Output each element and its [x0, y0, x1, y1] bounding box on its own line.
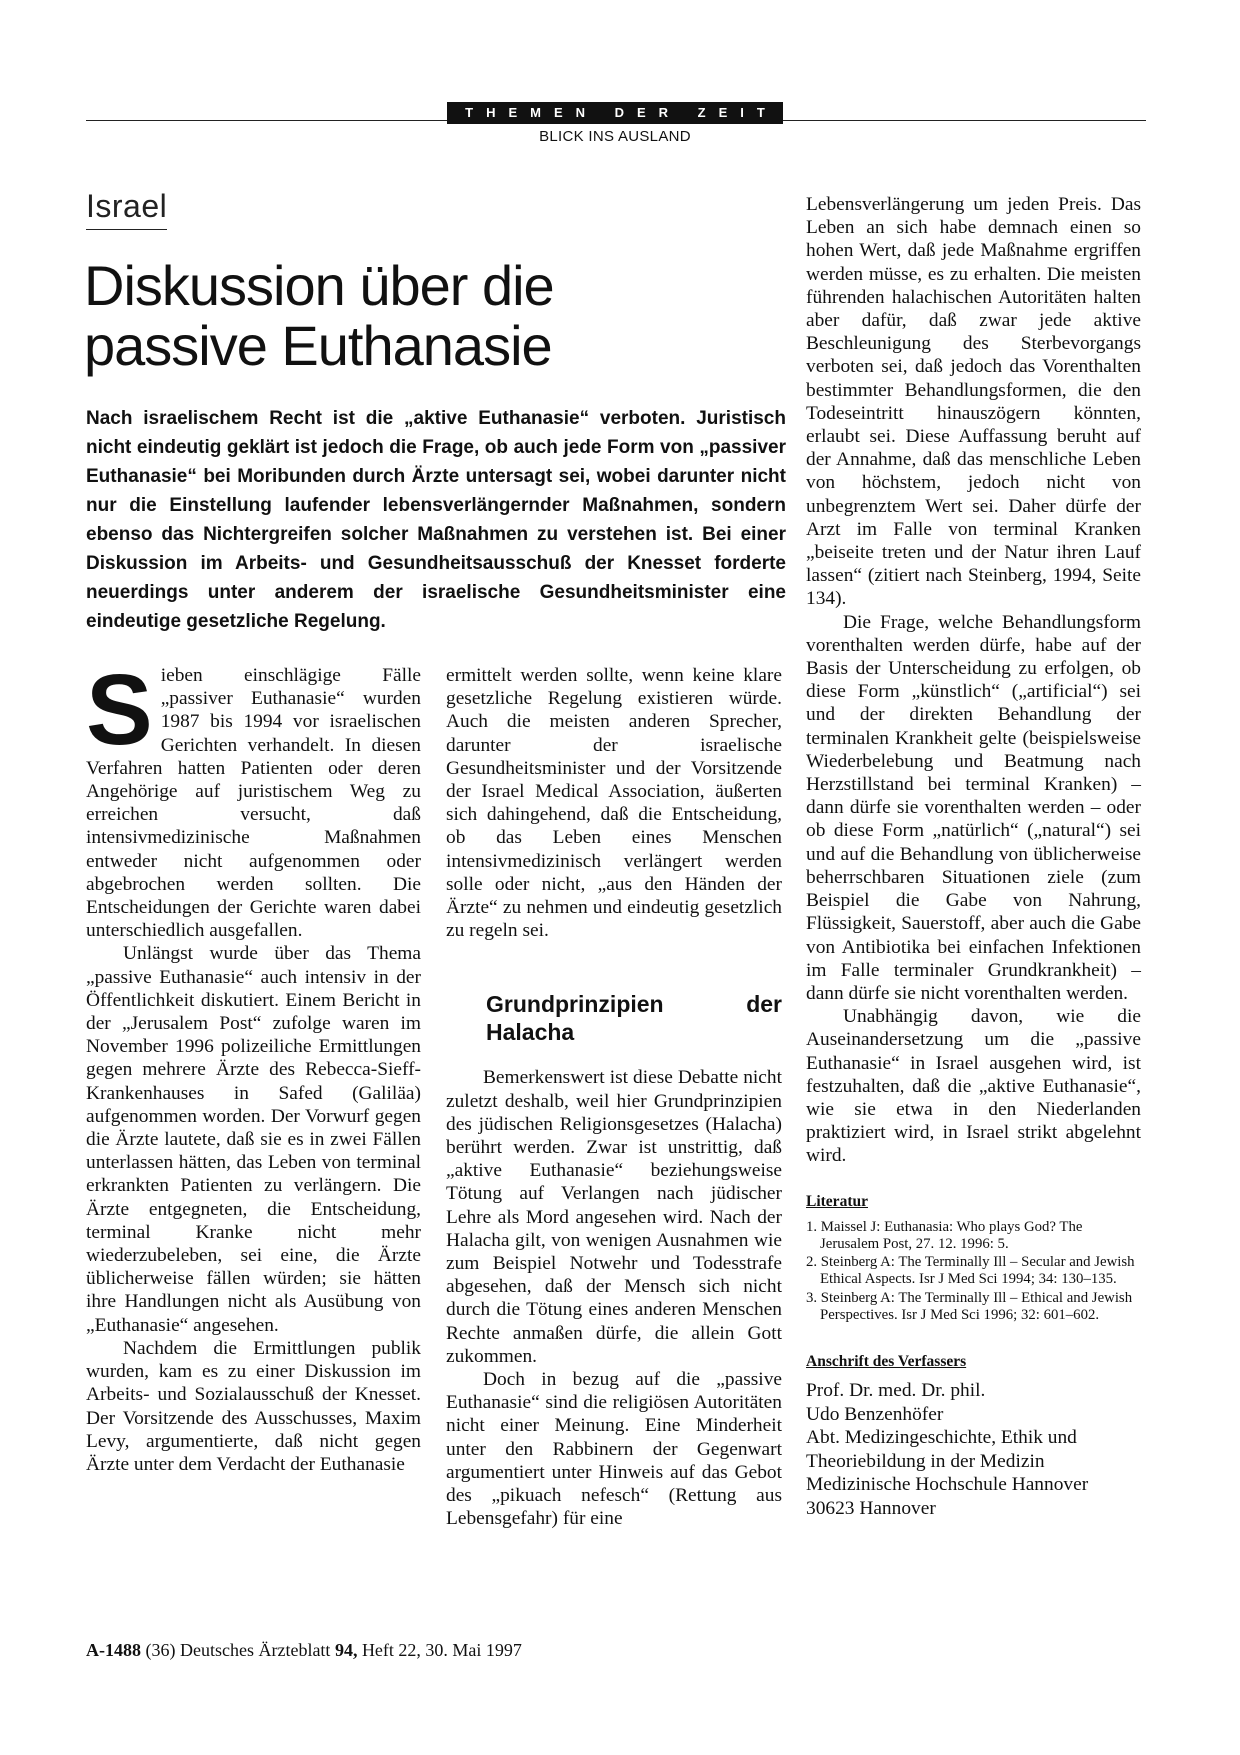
address-line: 30623 Hannover	[806, 1497, 936, 1519]
section-heading: Grundprinzipien der Halacha	[486, 991, 782, 1046]
paragraph-3-continued: ermittelt werden sollte, wenn keine klare gesetzliche Regelung existieren würde. Auch die meisten anderen Sprecher, darunter der israelische Gesundheitsminister und der Vorsitzende der Israel Medical Association, äußerten sich dahingehend, daß die Entscheidung, ob das Leben eines Menschen intensivmedizinisch verlängert werden solle oder nicht, „aus den Händen der Ärzte“ zu nehmen und eindeutig gesetzlich zu regeln sei.	[446, 665, 782, 942]
reference-item: 2. Steinberg A: The Terminally Ill – Secular and Jewish Ethical Aspects. Isr J Med Sci 1994; 34: 130–135.	[806, 1254, 1135, 1288]
reference-list	[806, 1219, 1141, 1324]
paragraph-2: Unlängst wurde über das Thema „passive Euthanasie“ auch intensiv in der Öffentlichkeit diskutiert. Einem Bericht in der „Jerusalem Post“ zufolge waren im November 1996 polizeiliche Ermittlungen gegen mehrere Ärzte des Rebecca-Sieff-Krankenhauses in Safed (Galiläa) aufgenommen worden. Der Vorwurf gegen die Ärzte lautete, daß sie es in zwei Fällen unterlassen hätten, das Leben von terminal erkrankten Patienten zu verlängern. Die Ärzte entgegneten, die Entscheidung, terminal Kranke nicht mehr wiederzubeleben, sei eine, die Ärzte üblicherweise fällen würden; sie hätten ihre Handlungen nicht als Ausübung von „Euthanasie“ angesehen.	[86, 943, 421, 1336]
author-address-heading: Anschrift des Verfassers	[806, 1352, 967, 1370]
page-number: A-1488	[86, 1640, 141, 1660]
address-line: Theoriebildung in der Medizin	[806, 1450, 1045, 1472]
body-column-3	[806, 193, 1141, 1520]
address-line: Abt. Medizingeschichte, Ethik und	[806, 1427, 1077, 1449]
section-label: THEMEN DER ZEIT	[447, 102, 783, 124]
reference-item: 1. Maissel J: Euthanasia: Who plays God? The Jerusalem Post, 27. 12. 1996: 5.	[806, 1218, 1083, 1252]
reference-item: 3. Steinberg A: The Terminally Ill – Ethical and Jewish Perspectives. Isr J Med Sci 1996; 32: 601–602.	[806, 1289, 1133, 1323]
paragraph-1	[86, 654, 421, 942]
body-column-2	[446, 664, 782, 1531]
footer-issue: Heft 22, 30. Mai 1997	[361, 1640, 522, 1660]
paragraph-6: Die Frage, welche Behandlungsform vorenthalten werden dürfe, habe auf der Basis der Unterscheidung zu erfolgen, ob diese Form „künstlich“ („artificial“) sei und der direkten Behandlung der terminalen Krankheit gelte (beispielsweise Wiederbelebung und Beatmung nach Herzstillstand bei terminal Kranken) – dann dürfe sie vorenthalten werden – oder ob diese Form „natürlich“ („natural“) sei und auf die Behandlung von üblicherweise beherrschbaren Situationen ziele (zum Beispiel die Gabe von Nahrung, Flüssigkeit, Sauerstoff, aber auch die Gabe von Antibiotika bei einfachen Infektionen im Falle terminaler Grundkrankheit) – dann dürfe sie nicht vorenthalten werden.	[806, 611, 1141, 1004]
article-title: Diskussion über die passive Euthanasie	[84, 254, 554, 377]
paragraph-1-text: ieben einschlägige Fälle „passiver Euthanasie“ wurden 1987 bis 1994 vor israelischen Gerichten verhandelt. In diesen Verfahren hatten Patienten oder deren Angehörige auf juristischem Weg zu erreichen versucht, daß intensivmedizinische Maßnahmen entweder nicht aufgenommen oder abgebrochen werden sollten. Die Entscheidungen der Gerichte waren dabei unterschiedlich ausgefallen.	[86, 665, 421, 942]
address-line: Medizinische Hochschule Hannover	[806, 1474, 1089, 1496]
footer-volume: 94,	[334, 1640, 358, 1660]
literature-heading: Literatur	[806, 1192, 868, 1210]
drop-cap: S	[86, 654, 153, 766]
paragraph-3: Nachdem die Ermittlungen publik wurden, kam es zu einer Diskussion im Arbeits- und Sozialausschuß der Knesset. Der Vorsitzende des Ausschusses, Maxim Levy, argumentierte, daß nicht gegen Ärzte unter dem Verdacht der Euthanasie	[86, 1337, 421, 1475]
article-kicker: Israel	[86, 188, 167, 230]
paragraph-4: Bemerkenswert ist diese Debatte nicht zuletzt deshalb, weil hier Grundprinzipien des jüdischen Religionsgesetzes (Halacha) berührt werden. Zwar ist unstrittig, daß „aktive Euthanasie“ beziehungsweise Tötung auf Verlangen nach jüdischer Lehre als Mord angesehen wird. Nach der Halacha gilt, von wenigen Ausnahmen wie zum Beispiel Notwehr und Todesstrafe abgesehen, daß der Mensch sich nicht durch die Tötung eines anderen Menschen Rechte anmaßen dürfe, die allein Gott zukommen.	[446, 1067, 782, 1367]
author-address	[806, 1379, 1141, 1520]
footer-journal: (36) Deutsches Ärzteblatt	[145, 1640, 331, 1660]
address-line: Prof. Dr. med. Dr. phil.	[806, 1380, 986, 1402]
address-line: Udo Benzenhöfer	[806, 1403, 944, 1425]
paragraph-5-continued: Lebensverlängerung um jeden Preis. Das Leben an sich habe demnach einen so hohen Wert, daß jede Maßnahme ergriffen werden müsse, es zu erhalten. Die meisten führenden halachischen Autoritäten halten aber dafür, daß zwar jede aktive Beschleunigung des Sterbevorgangs verboten sei, daß jedoch das Vorenthalten bestimmter Behandlungsformen, die den Todeseintritt hinauszögern könnten, erlaubt sei. Diese Auffassung beruht auf der Annahme, daß das menschliche Leben von höchstem, jedoch nicht von unbegrenztem Wert sei. Daher dürfe der Arzt im Falle von terminal Kranken „beiseite treten und der Natur ihren Lauf lassen“ (zitiert nach Steinberg, 1994, Seite 134).	[806, 194, 1141, 610]
page-footer	[86, 1640, 522, 1661]
paragraph-7: Unabhängig davon, wie die Auseinandersetzung um die „passive Euthanasie“ in Israel ausgehen wird, ist festzuhalten, daß die „aktive Euthanasie“, wie sie etwa in den Niederlanden praktiziert wird, in Israel strikt abgelehnt wird.	[806, 1006, 1141, 1167]
body-column-1	[86, 654, 421, 1476]
paragraph-5: Doch in bezug auf die „passive Euthanasie“ sind die religiösen Autoritäten nicht einer Meinung. Eine Minderheit unter den Rabbinern der Gegenwart argumentiert unter Hinweis auf das Gebot des „pikuach nefesch“ (Rettung aus Lebensgefahr) für eine	[446, 1369, 782, 1530]
article-lead: Nach israelischem Recht ist die „aktive Euthanasie“ verboten. Juristisch nicht eindeutig geklärt ist jedoch die Frage, ob auch jede Form von „passiver Euthanasie“ bei Moribunden durch Ärzte untersagt sei, wobei darunter nicht nur die Einstellung laufender lebensverlängernder Maßnahmen, sondern ebenso das Nichtergreifen solcher Maßnahmen zu verstehen ist. Bei einer Diskussion im Arbeits- und Gesundheitsausschuß der Knesset forderte neuerdings unter anderem der israelische Gesundheitsminister eine eindeutige gesetzliche Regelung.	[86, 408, 786, 632]
subsection-label: BLICK INS AUSLAND	[539, 128, 691, 145]
